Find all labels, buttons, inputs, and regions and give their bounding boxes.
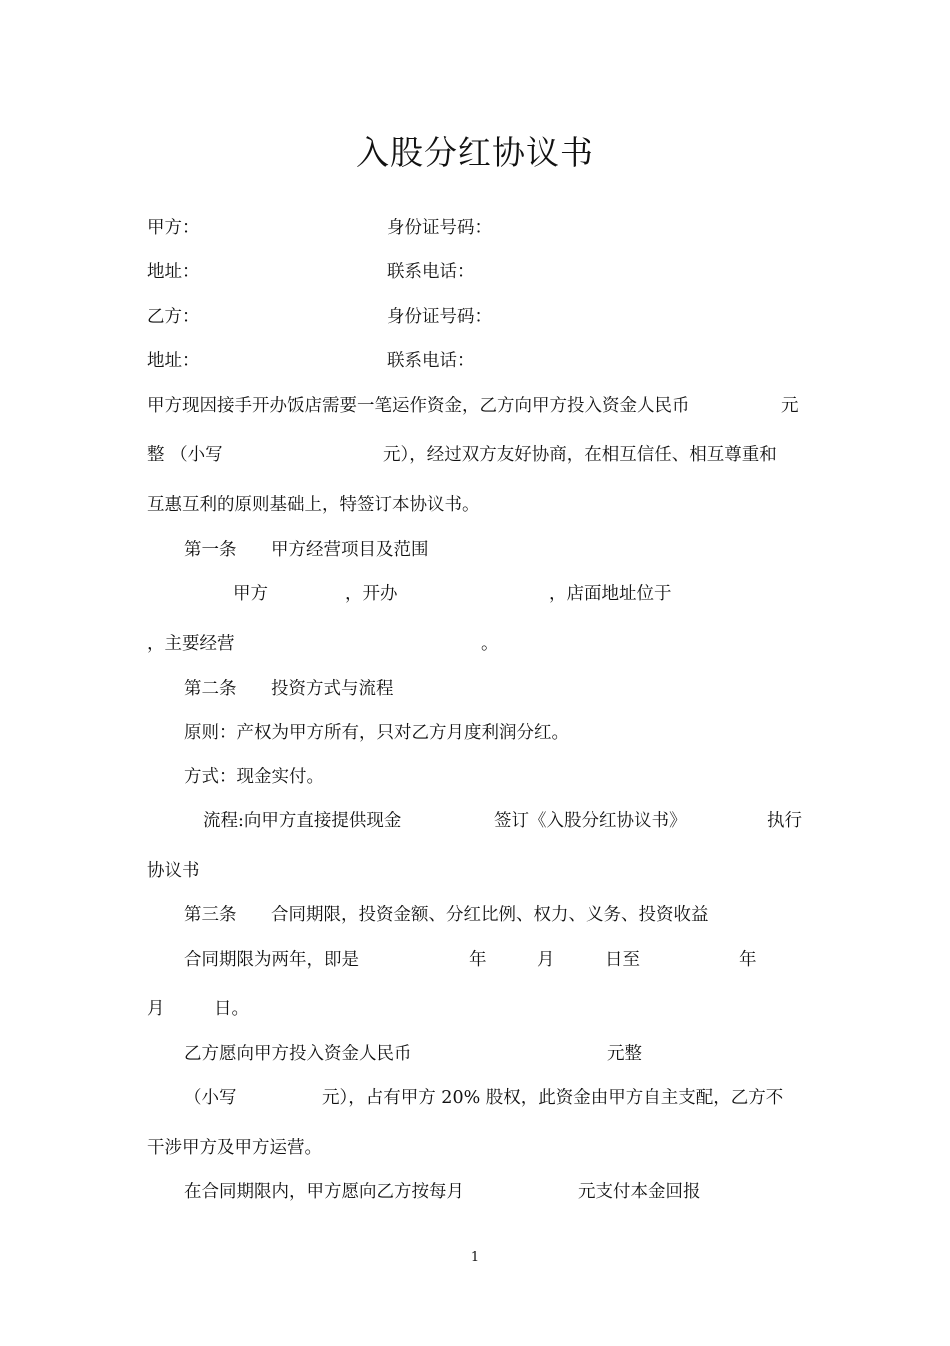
party-a-id-label: 身份证号码： <box>387 218 492 238</box>
article-3-term-month-1: 月 <box>537 950 555 970</box>
article-1-party-a: 甲方 <box>233 584 268 604</box>
party-b-address-label: 地址： <box>147 351 200 371</box>
intro-line-2-start: 整 （小写 <box>147 445 223 465</box>
article-2-principle: 原则：产权为甲方所有，只对乙方月度利润分红。 <box>184 723 569 743</box>
article-3-term: 合同期限为两年，即是 <box>184 950 359 970</box>
party-b-phone-label: 联系电话： <box>387 351 475 371</box>
party-a-phone-label: 联系电话： <box>387 262 475 282</box>
page-number: 1 <box>470 1250 480 1265</box>
article-3-repayment-unit: 元支付本金回报 <box>578 1182 701 1202</box>
article-1-number: 第一条 <box>184 540 237 560</box>
article-2-method: 方式：现金实付。 <box>184 767 324 787</box>
article-2-number: 第二条 <box>184 679 237 699</box>
article-3-term-day-2: 日。 <box>214 999 249 1019</box>
article-2-heading: 投资方式与流程 <box>271 679 394 699</box>
article-3-small-amount: （小写 <box>184 1088 237 1108</box>
article-3-term-year-2: 年 <box>739 950 757 970</box>
article-2-flow-step-3: 执行 <box>767 811 802 831</box>
article-3-term-month-2: 月 <box>147 999 165 1019</box>
party-a-label: 甲方： <box>147 218 200 238</box>
article-3-term-day-to: 日至 <box>605 950 640 970</box>
article-1-address: ，店面地址位于 <box>549 584 672 604</box>
party-a-address-label: 地址： <box>147 262 200 282</box>
article-3-repayment: 在合同期限内，甲方愿向乙方按每月 <box>184 1182 464 1202</box>
article-1-main-business: ，主要经营 <box>147 634 235 654</box>
article-2-flow-step-3-cont: 协议书 <box>147 861 200 881</box>
article-3-heading: 合同期限，投资金额、分红比例、权力、义务、投资收益 <box>271 905 709 925</box>
intro-line-2-end: 元），经过双方友好协商，在相互信任、相互尊重和 <box>383 445 777 465</box>
article-3-term-year-1: 年 <box>469 950 487 970</box>
intro-line-3: 互惠互利的原则基础上，特签订本协议书。 <box>147 495 480 515</box>
document-title: 入股分红协议书 <box>356 133 594 172</box>
party-b-id-label: 身份证号码： <box>387 307 492 327</box>
party-b-label: 乙方： <box>147 307 200 327</box>
article-1-open: ，开办 <box>345 584 398 604</box>
intro-line-1-unit: 元 <box>781 396 799 416</box>
article-3-equity: 元），占有甲方 20% 股权，此资金由甲方自主支配，乙方不 <box>322 1088 784 1108</box>
article-3-non-interference: 干涉甲方及甲方运营。 <box>147 1138 322 1158</box>
article-1-period: 。 <box>481 634 499 654</box>
intro-line-1: 甲方现因接手开办饭店需要一笔运作资金，乙方向甲方投入资金人民币 <box>147 396 690 416</box>
article-1-heading: 甲方经营项目及范围 <box>271 540 429 560</box>
article-3-number: 第三条 <box>184 905 237 925</box>
article-2-flow-step-1: 流程:向甲方直接提供现金 <box>203 811 402 831</box>
article-3-investment: 乙方愿向甲方投入资金人民币 <box>184 1044 412 1064</box>
article-2-flow-step-2: 签订《入股分红协议书》 <box>494 811 687 831</box>
article-3-investment-unit: 元整 <box>607 1044 642 1064</box>
